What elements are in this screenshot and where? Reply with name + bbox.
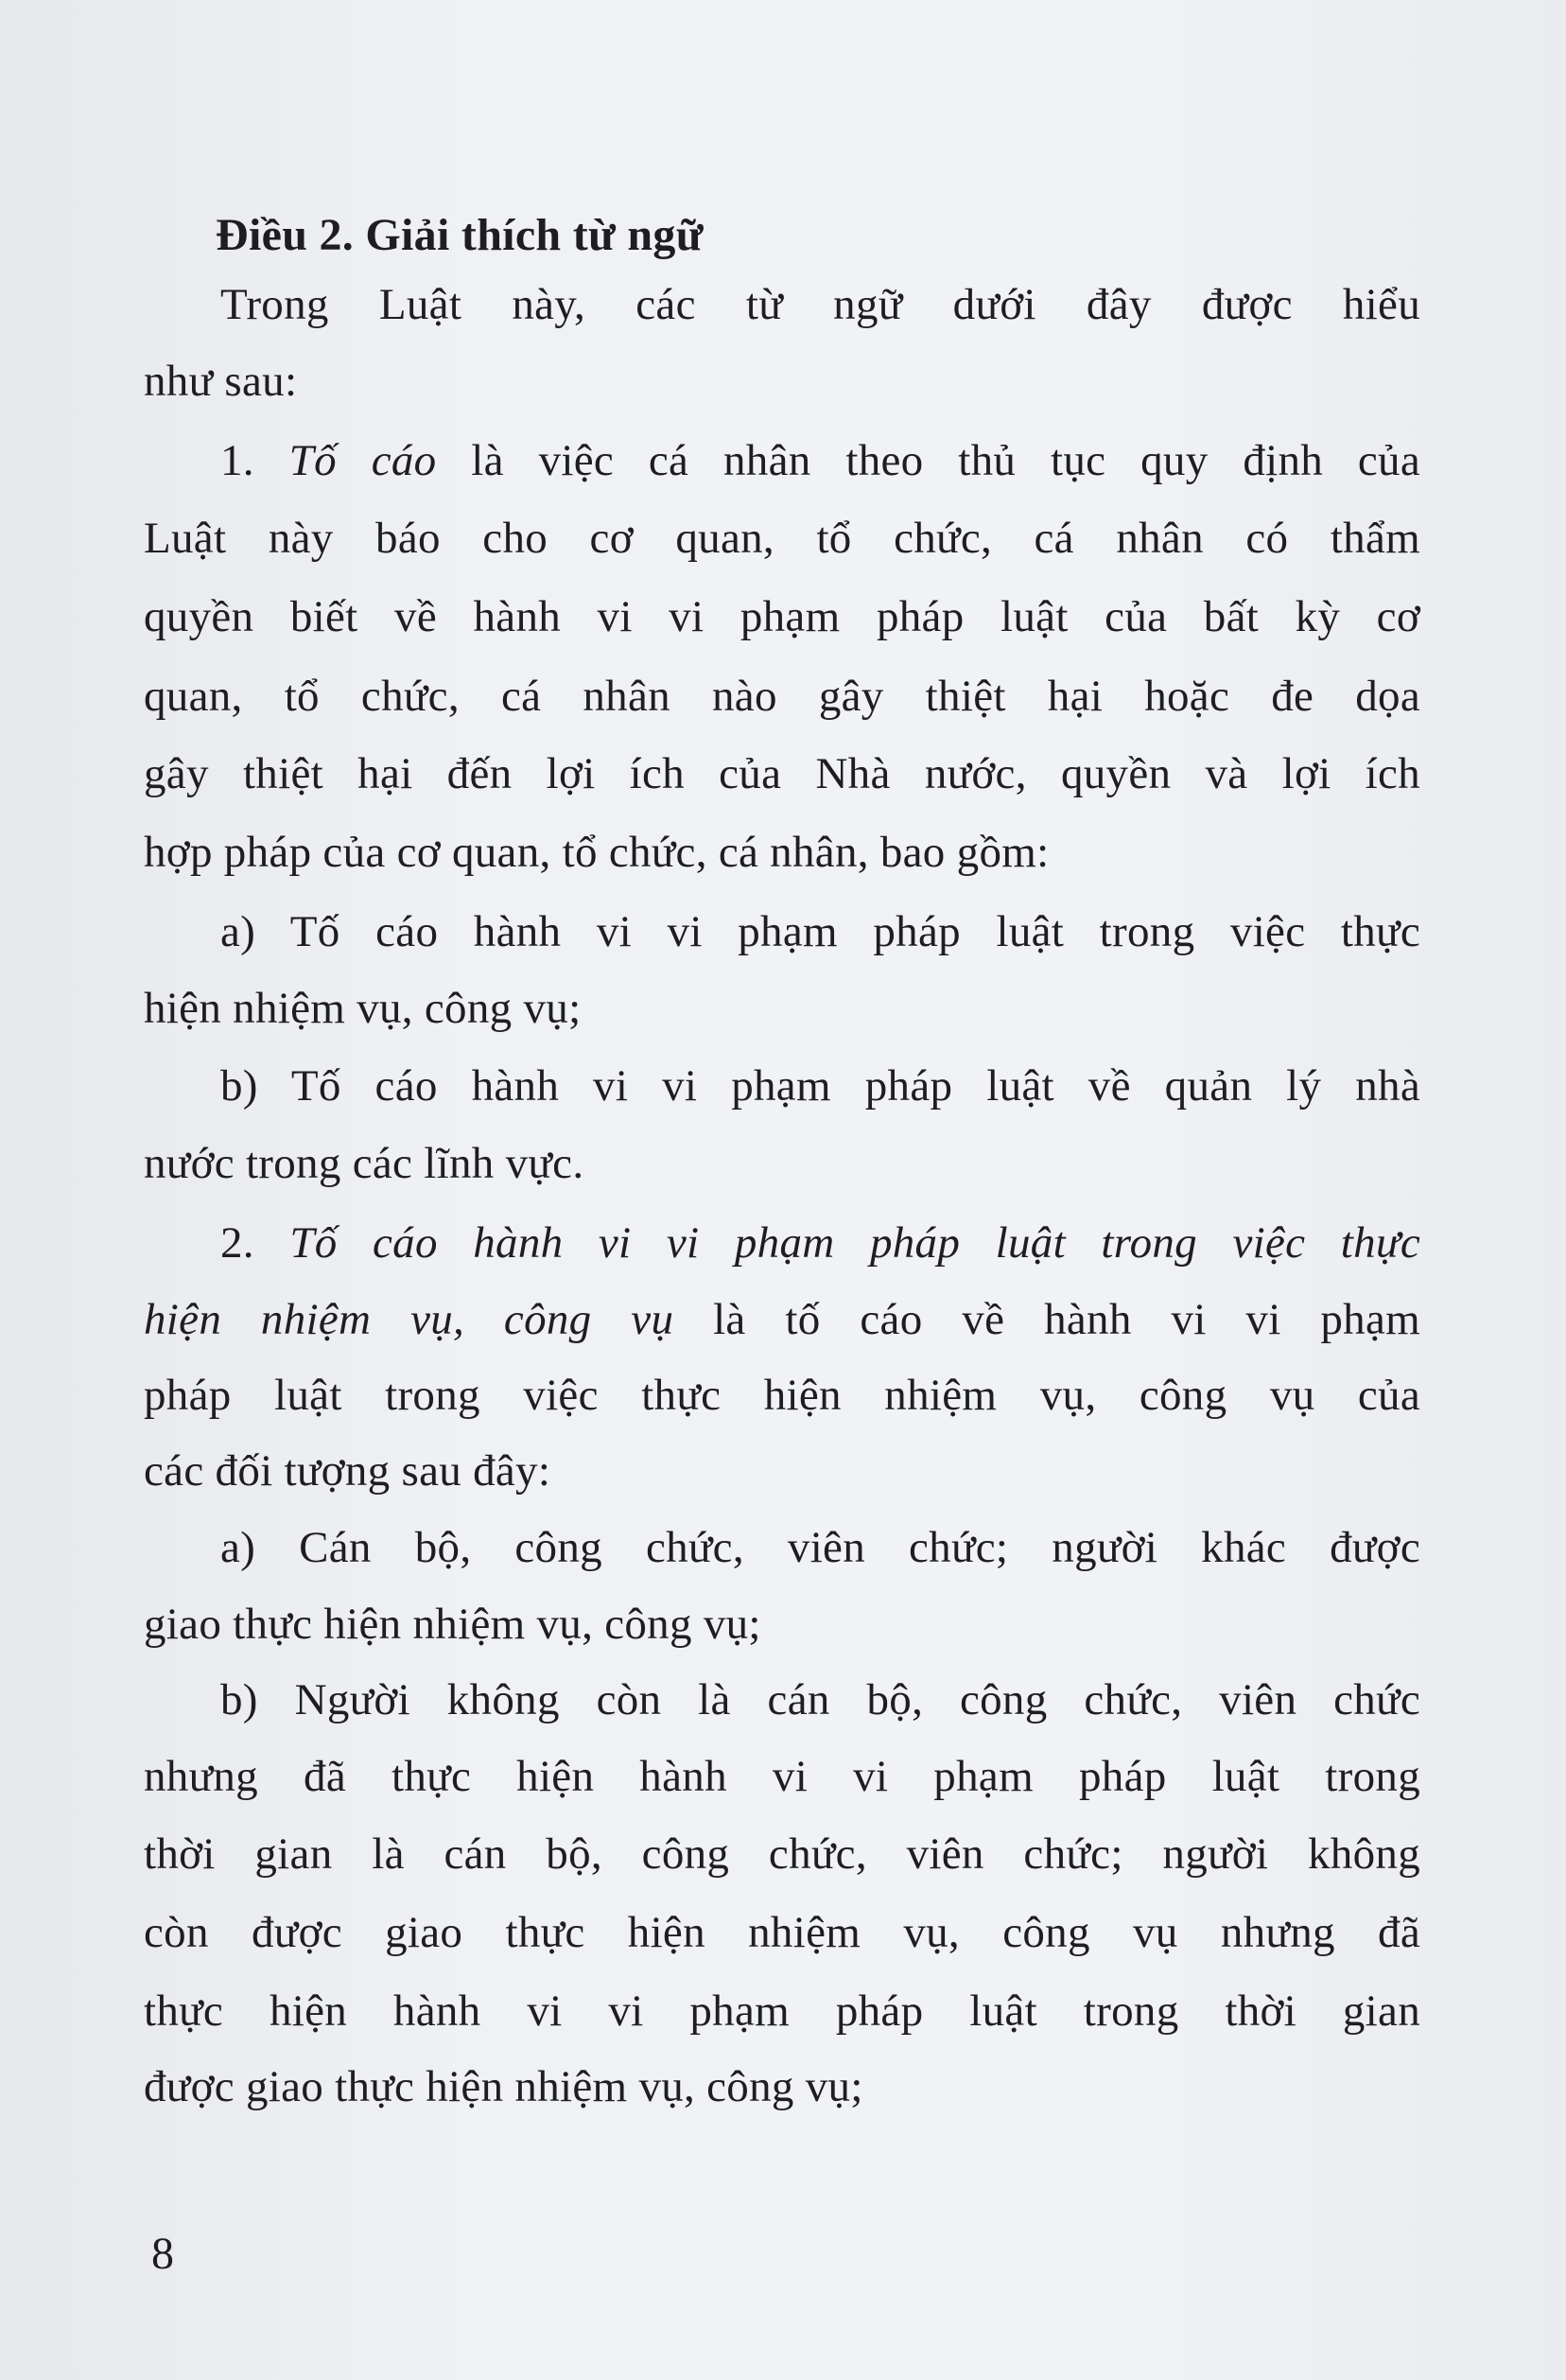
text-line (144, 2058, 863, 2115)
text-line (220, 276, 1420, 333)
text-line (144, 1983, 1420, 2039)
text-segment: 1. (220, 436, 289, 485)
text-line (144, 1135, 583, 1192)
text-line (220, 432, 1420, 489)
text-line (144, 1367, 1420, 1424)
text-line (144, 1826, 1420, 1882)
text-segment: b) Người không còn là cán bộ, công chức, viên chức (220, 1675, 1420, 1724)
text-line (220, 903, 1420, 960)
text-segment: 2. (220, 1218, 290, 1268)
italic-term: Tố cáo (288, 436, 437, 485)
text-segment: nước trong các lĩnh vực. (144, 1139, 584, 1188)
text-line (144, 980, 581, 1037)
text-line (220, 1519, 1420, 1576)
text-segment: Trong Luật này, các từ ngữ dưới đây được hiểu (220, 280, 1420, 329)
text-segment: a) Cán bộ, công chức, viên chức; người khác được (220, 1523, 1420, 1572)
text-segment: được giao thực hiện nhiệm vụ, công vụ; (144, 2062, 863, 2111)
text-segment: nhưng đã thực hiện hành vi vi phạm pháp luật trong (144, 1752, 1420, 1801)
text-segment: thời gian là cán bộ, công chức, viên chức; người không (144, 1829, 1420, 1879)
italic-term: hiện nhiệm vụ, công vụ (144, 1295, 674, 1344)
text-line (144, 668, 1420, 725)
article-heading: Điều 2. Giải thích từ ngữ (216, 210, 704, 260)
text-segment: gây thiệt hại đến lợi ích của Nhà nước, quyền và lợi ích (144, 749, 1420, 798)
text-line (144, 1904, 1420, 1961)
text-segment: Luật này báo cho cơ quan, tổ chức, cá nhân có thẩm (144, 514, 1420, 563)
text-line (144, 510, 1420, 567)
text-segment: hợp pháp của cơ quan, tổ chức, cá nhân, bao gồm: (144, 828, 1050, 877)
text-segment: giao thực hiện nhiệm vụ, công vụ; (144, 1600, 761, 1649)
text-line (144, 1596, 761, 1653)
text-line (220, 1671, 1420, 1728)
text-line (144, 588, 1420, 645)
text-line (144, 1291, 1420, 1348)
text-segment: thực hiện hành vi vi phạm pháp luật trong thời gian (144, 1986, 1420, 2036)
italic-term: Tố cáo hành vi vi phạm pháp luật trong việc thực (289, 1218, 1420, 1268)
text-line (220, 1058, 1420, 1114)
text-segment: quyền biết về hành vi vi phạm pháp luật của bất kỳ cơ (144, 592, 1420, 641)
page-number: 8 (151, 2229, 174, 2279)
text-segment: b) Tố cáo hành vi vi phạm pháp luật về quản lý nhà (220, 1061, 1420, 1111)
text-segment: là việc cá nhân theo thủ tục quy định của (436, 436, 1420, 485)
text-segment: quan, tổ chức, cá nhân nào gây thiệt hại hoặc đe dọa (144, 672, 1420, 721)
text-segment: hiện nhiệm vụ, công vụ; (144, 984, 582, 1033)
text-segment: như sau: (144, 357, 298, 406)
text-segment: còn được giao thực hiện nhiệm vụ, công vụ nhưng đã (144, 1908, 1420, 1957)
text-line (220, 1215, 1420, 1271)
text-line (144, 1748, 1420, 1805)
text-segment: a) Tố cáo hành vi vi phạm pháp luật trong việc thực (220, 907, 1420, 956)
text-line (144, 745, 1420, 802)
text-line (144, 1443, 550, 1499)
text-line (144, 353, 297, 410)
text-line (144, 824, 1049, 881)
text-segment: là tố cáo về hành vi vi phạm (673, 1295, 1421, 1344)
text-segment: các đối tượng sau đây: (144, 1446, 551, 1496)
text-segment: pháp luật trong việc thực hiện nhiệm vụ, công vụ của (144, 1371, 1420, 1420)
